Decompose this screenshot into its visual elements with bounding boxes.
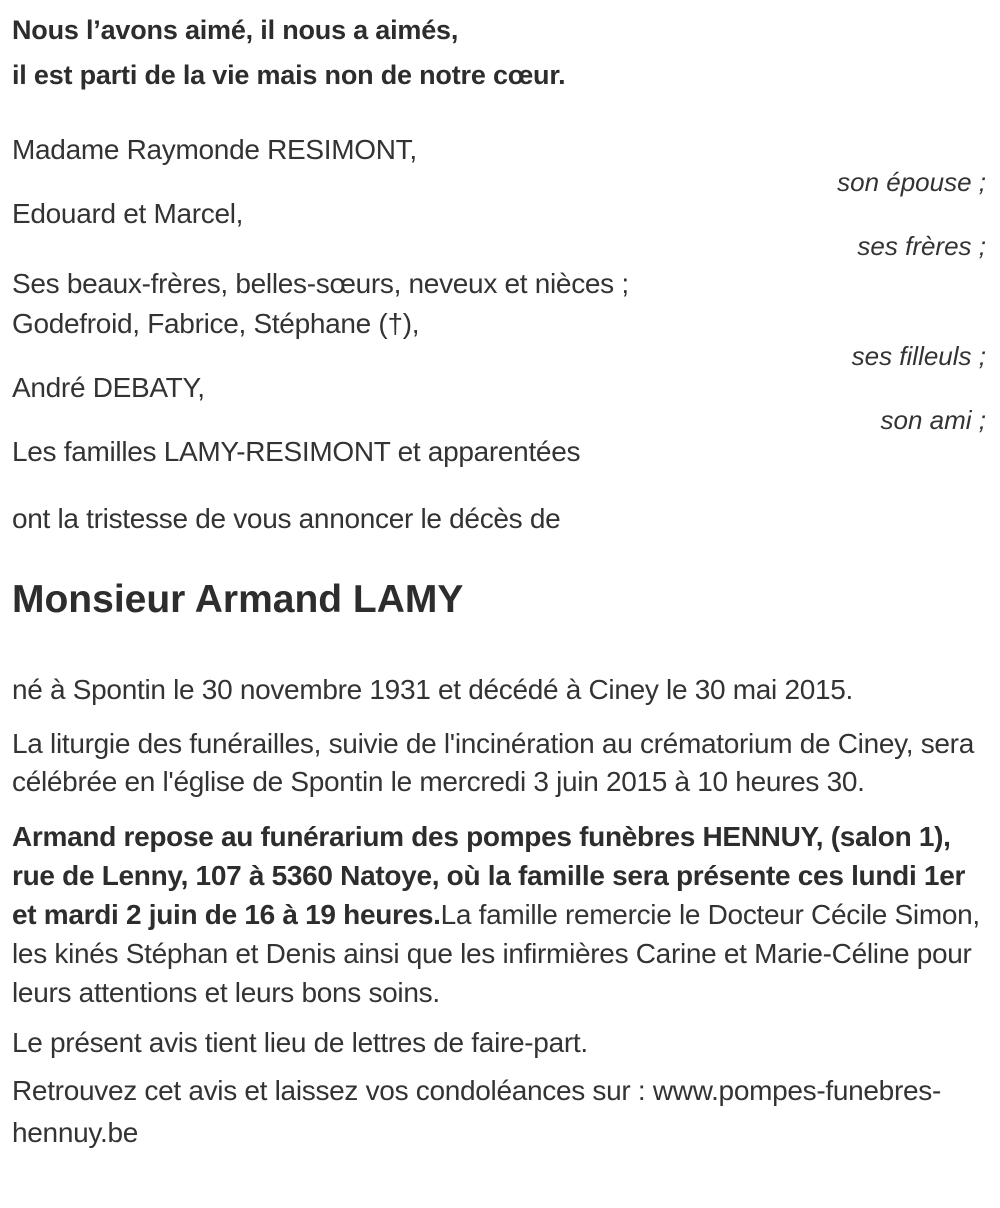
legal-notice-line: Le présent avis tient lieu de lettres de faire-part. (12, 1027, 588, 1058)
relation-role: son épouse ; (837, 167, 986, 197)
obituary-page (12, 8, 986, 1154)
repose-paragraph (12, 817, 986, 1012)
epigraph-line-2: il est parti de la vie mais non de notre cœur. (12, 60, 566, 90)
deceased-name-heading: Monsieur Armand LAMY (12, 578, 464, 621)
relation-name: Ses beaux-frères, belles-sœurs, neveux et nièces ; (12, 268, 629, 299)
condolences-paragraph: Retrouvez cet avis et laissez vos condoléances sur : www.pompes-funebres-hennuy.be (12, 1075, 941, 1148)
relation-name: André DEBATY, (12, 372, 205, 403)
repose-bold-text: Armand repose au funérarium des pompes funèbres HENNUY, (salon 1), rue de Lenny, 107 à 5360 Natoye, où la famille sera présente ces lundi 1er et mardi 2 juin de 16 à 19 heures. (12, 821, 966, 930)
thanks-text: La famille remercie le Docteur Cécile Simon, les kinés Stéphan et Denis ainsi que les infirmières Carine et Marie-Céline pour leurs attentions et leurs bons soins. (12, 899, 980, 1008)
relation-name: Les familles LAMY-RESIMONT et apparentées (12, 436, 581, 467)
liturgy-paragraph: La liturgie des funérailles, suivie de l'incinération au crématorium de Ciney, sera célébrée en l'église de Spontin le mercredi 3 juin 2015 à 10 heures 30. (12, 728, 974, 797)
relation-role: ses filleuls ; (851, 341, 986, 371)
relation-name: Edouard et Marcel, (12, 198, 244, 229)
relations-list (12, 134, 986, 468)
birth-death-line: né à Spontin le 30 novembre 1931 et décédé à Ciney le 30 mai 2015. (12, 674, 854, 705)
relation-name: Godefroid, Fabrice, Stéphane (†), (12, 308, 420, 339)
announcement-text: ont la tristesse de vous annoncer le décès de (12, 503, 561, 534)
relation-name: Madame Raymonde RESIMONT, (12, 134, 417, 165)
epigraph (12, 8, 986, 98)
relation-role: ses frères ; (857, 231, 986, 261)
relation-role: son ami ; (880, 405, 986, 435)
epigraph-line-1: Nous l’avons aimé, il nous a aimés, (12, 15, 459, 45)
